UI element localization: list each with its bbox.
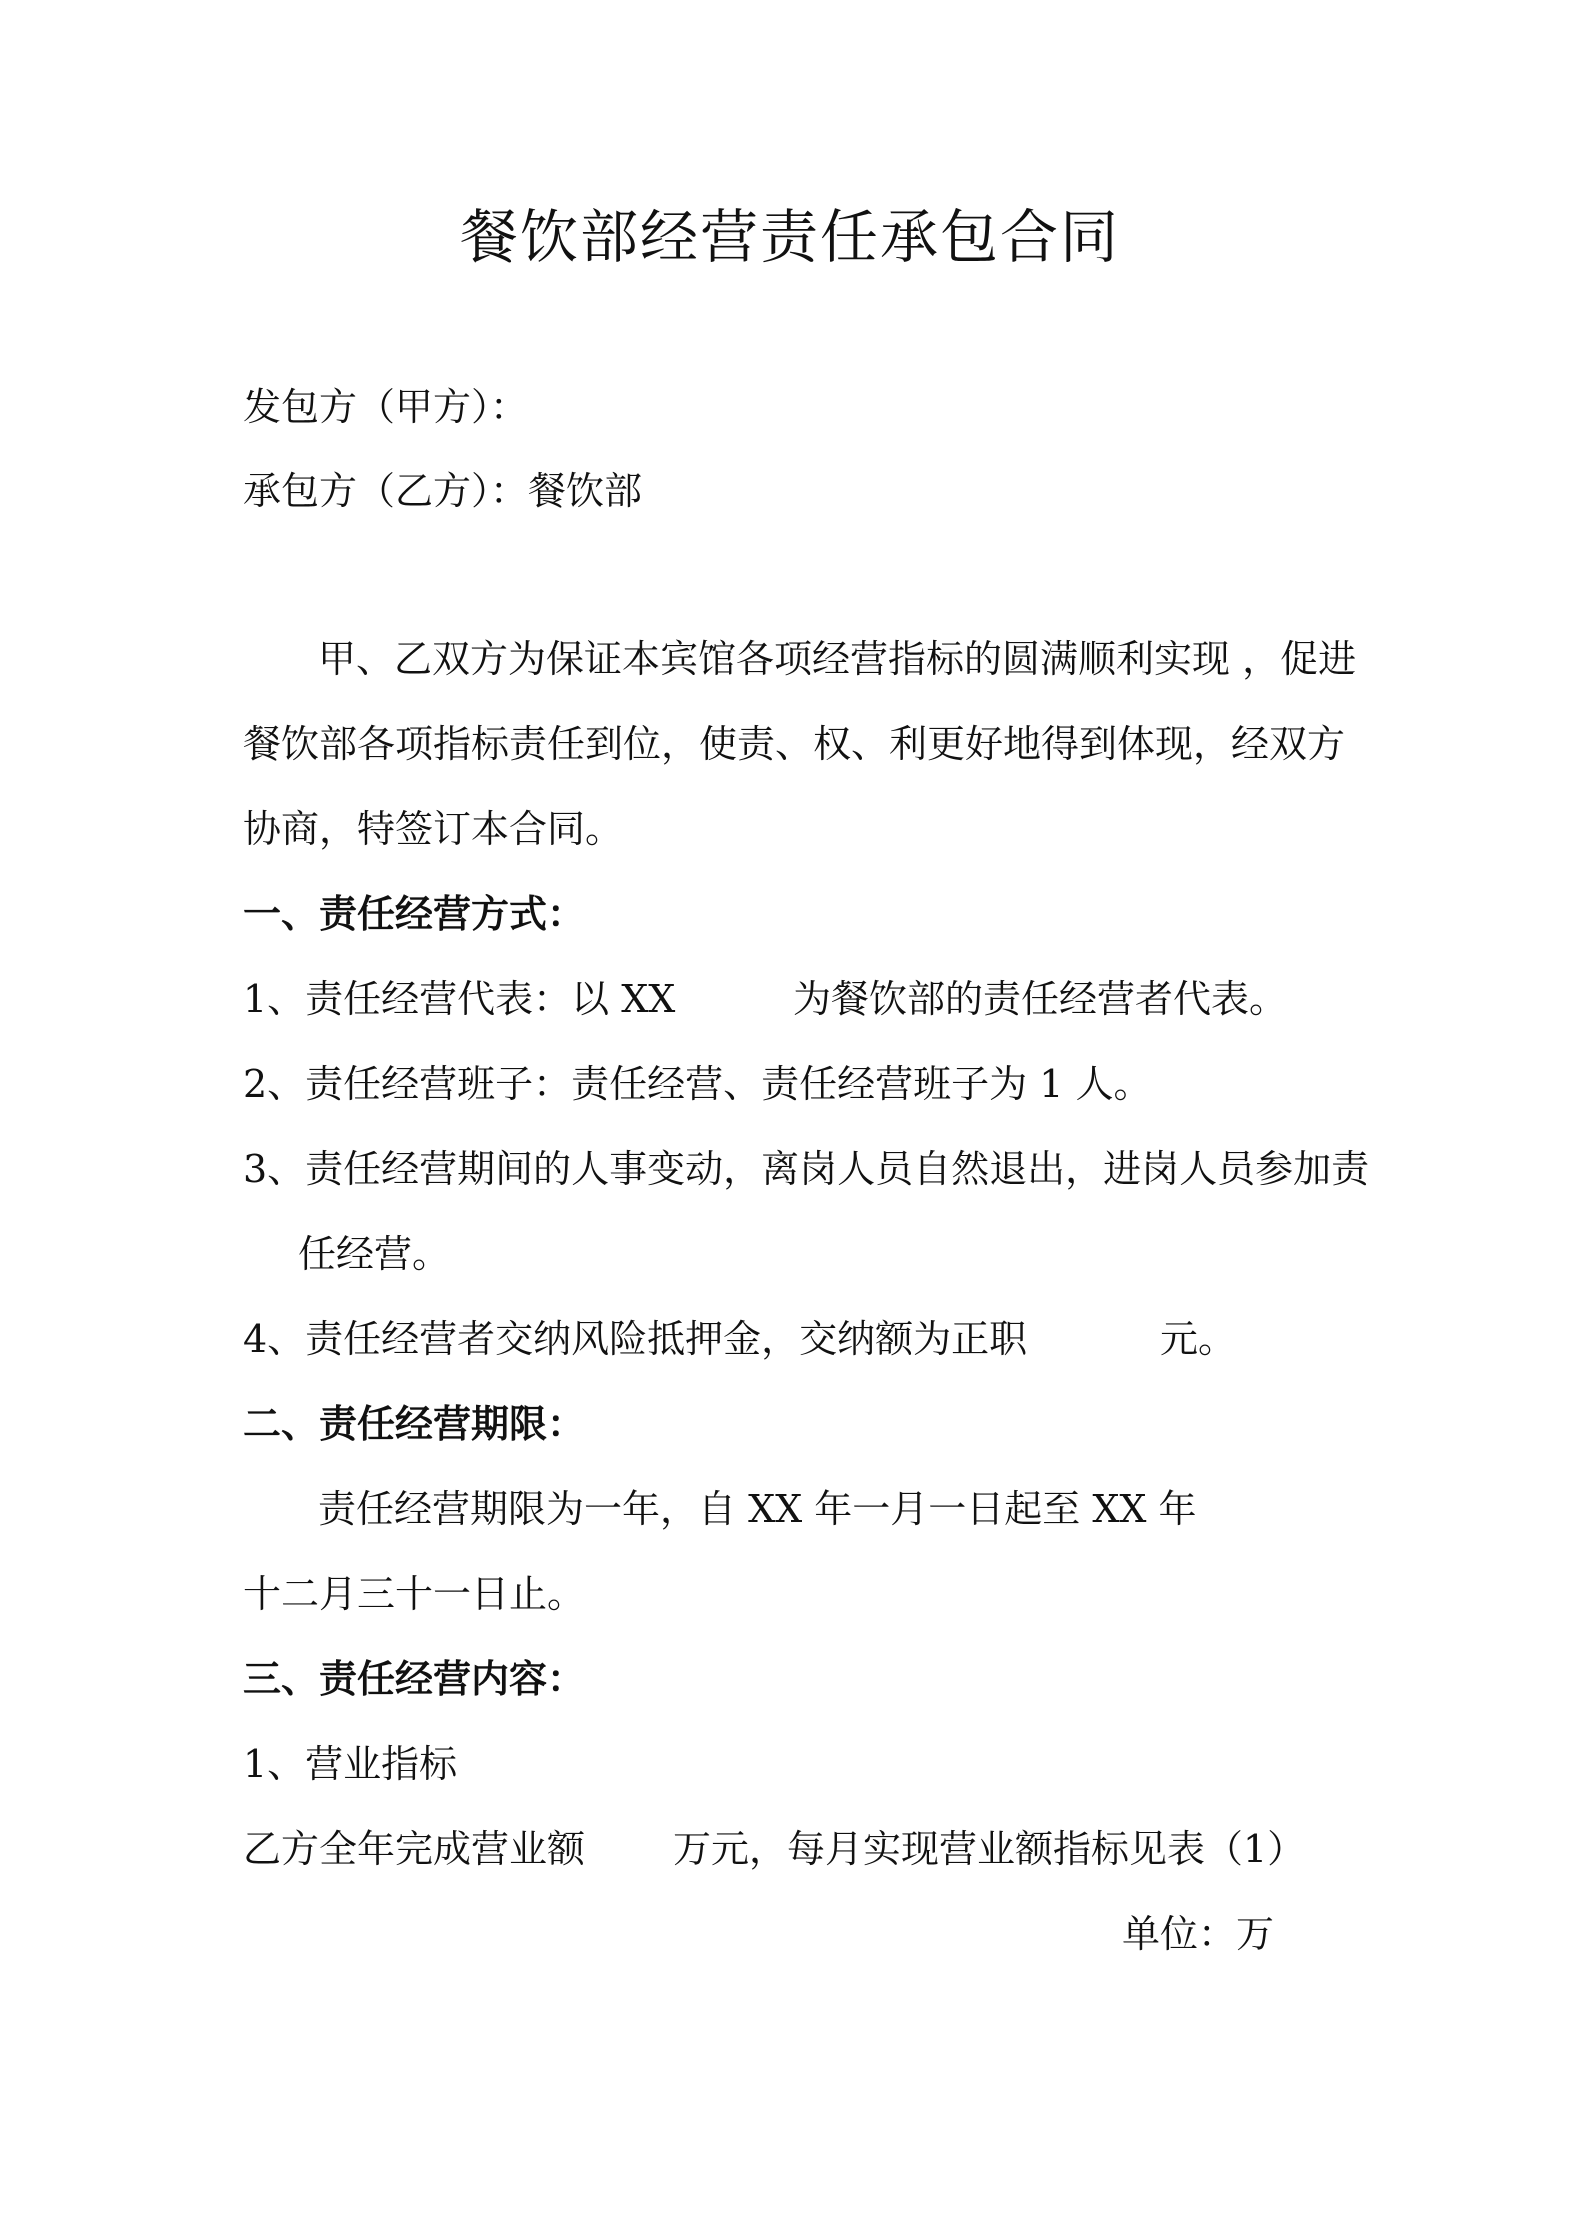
- section-2-line-2: 十二月三十一日止。: [243, 1572, 586, 1616]
- section-1-item-1-rest: 为餐饮部的责任经营者代表。: [793, 977, 1288, 1021]
- party-a-line: 发包方（甲方）：: [243, 385, 529, 429]
- section-3-heading: 三、责任经营内容：: [243, 1656, 586, 1701]
- document-title: 餐饮部经营责任承包合同: [459, 203, 1120, 271]
- section-1-item-3-line-2: 任经营。: [298, 1232, 451, 1276]
- section-3-item-1: 1、营业指标: [243, 1742, 458, 1786]
- party-b-line: 承包方（乙方）：餐饮部: [243, 469, 643, 513]
- section-2-line-1: 责任经营期限为一年，自 XX 年一月一日起至 XX 年: [318, 1487, 1197, 1531]
- intro-line-2: 餐饮部各项指标责任到位，使责、权、利更好地得到体现，经双方: [243, 722, 1346, 766]
- section-2-heading: 二、责任经营期限：: [243, 1401, 586, 1446]
- section-1-item-1-label: 1、责任经营代表：以 XX: [243, 977, 676, 1021]
- section-1-item-4-unit: 元。: [1160, 1317, 1237, 1361]
- revenue-target-label: 乙方全年完成营业额: [243, 1827, 586, 1871]
- section-1-item-2: 2、责任经营班子：责任经营、责任经营班子为 1 人。: [243, 1062, 1152, 1106]
- section-1-item-4-label: 4、责任经营者交纳风险抵押金，交纳额为正职: [243, 1317, 1028, 1361]
- intro-line-3: 协商，特签订本合同。: [243, 807, 624, 851]
- section-1-heading: 一、责任经营方式：: [243, 891, 586, 936]
- revenue-target-rest: 万元，每月实现营业额指标见表（1）: [673, 1827, 1306, 1871]
- unit-label: 单位：万: [1122, 1912, 1275, 1956]
- section-1-item-3-line-1: 3、责任经营期间的人事变动，离岗人员自然退出，进岗人员参加责: [243, 1147, 1370, 1191]
- intro-line-1: 甲、乙双方为保证本宾馆各项经营指标的圆满顺利实现 ，促进: [318, 637, 1357, 681]
